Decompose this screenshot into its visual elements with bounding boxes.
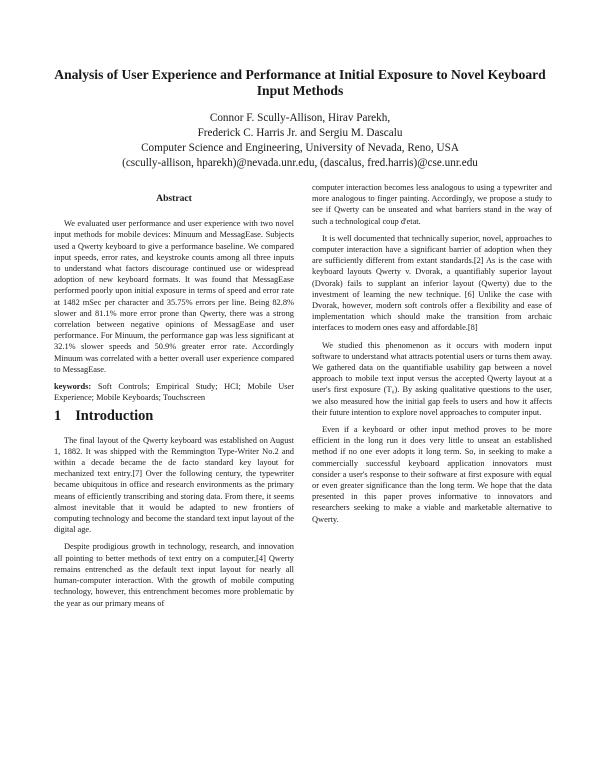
email-line: (cscully-allison, hparekh)@nevada.unr.edu, (dascalus, fred.harris)@cse.unr.edu [122, 157, 478, 169]
keywords-text: Soft Controls; Empirical Study; HCI; Mobile User Experience; Mobile Keyboards; Touchscreen [54, 382, 295, 403]
author-line: Connor F. Scully-Allison, Hirav Parekh, [209, 112, 391, 124]
intro-paragraph-5: Even if a keyboard or other input method proves to be more efficient in the long run it does very little to unseat an established method if no one ever adopts it long term. So, in seeking to make a commercially successful keyboard application innovators must consider a user's response to their software at first exposure with equal or even greater significance than the long term. We hope that the data presented in this paper proves informative to innovators and researchers seeking to make a viable and marketable alternative to Qwerty. [312, 425, 552, 524]
left-column [54, 190, 294, 615]
abstract-heading: Abstract [156, 193, 192, 204]
intro-paragraph-2: Despite prodigious growth in technology, research, and innovation all pointing to better methods of text entry on a computer,[4] Qwerty remains entrenched as the default text input layout for nearly all human-computer interaction. With the growth of mobile computing technology, however, this entrenchment becomes more problematic by the year as our primary means of [54, 542, 294, 608]
section-number: 1 [54, 408, 62, 425]
intro-paragraph-4: We studied this phenomenon as it occurs with modern input software to understand what attracts potential users or turns them away. We gathered data on the quantifiable usability gap between a novel approach to mobile text input versus the accepted Qwerty layout at a user's first exposure (T₀). By asking qualitative questions to the user, we also measured how the initial gap feels to users and how it affects their future intention to explore novel approaches to computer input. [312, 340, 552, 417]
section-title: Introduction [75, 408, 154, 425]
author-line: Frederick C. Harris Jr. and Sergiu M. Dascalu [197, 127, 403, 139]
author-block [40, 111, 560, 171]
abstract-paragraph: We evaluated user performance and user experience with two novel input methods for mobile devices: Minuum and MessagEase. Subjects used a Qwerty keyboard to give a performance baseline. We compared input speeds, error rates, and keystroke counts among all three inputs to understand what factors discourage continued use or widespread adoption of new keyboard formats. It was found that MessagEase performed poorly upon initial exposure in terms of speed and error rate at 1482 mSec per character and 35.75% errors per line. Being 82.8% slower and 81.1% more error prone than Qwerty, there was a strong correlation between negative opinions of MessagEase and user performance. For Minuum, the performance gap was less significant at 32.1% slower speeds and 50.9% greater error rate. Accordingly Minuum was correlated with a better overall user experience compared to MessagEase. [54, 219, 294, 374]
right-column [312, 182, 552, 531]
paper-title: Analysis of User Experience and Performance at Initial Exposure to Novel Keyboard Input Methods [54, 67, 546, 98]
intro-paragraph-1: The final layout of the Qwerty keyboard was established on August 1, 1882. It was shipped with the Remmington Type-Writer No.2 and within a decade became the de facto standard key layout for mechanized text entry.[7] Over the following century, the typewriter became ubiquitous in office and research environments as the primary means of efficiently transcribing and storing data. From there, it seems almost inevitable that it would be adapted to new frontiers of computing technology and become the standard text input layout of the digital age. [54, 435, 294, 535]
section-heading [54, 408, 294, 425]
keywords [54, 381, 294, 403]
affiliation-line: Computer Science and Engineering, University of Nevada, Reno, USA [141, 142, 459, 154]
intro-paragraph-continued: computer interaction becomes less analogous to using a typewriter and more analogous to finger painting. Accordingly, we propose a study to see if Qwerty can be unseated and what barriers stand in the way of such a technological coup d'etat. [312, 183, 552, 226]
keywords-label: keywords: [54, 382, 92, 392]
intro-paragraph-3: It is well documented that technically superior, novel, approaches to computer interaction have a significant barrier of adoption when they are sufficiently different from extant standards.[2] As is the case with keyboard layouts Qwerty v. Dvorak, a quantifiably superior layout (Dvorak) fails to supplant an inferior layout (Qwerty) due to the investment of learning the new technique. [6] Unlike the case with Dvorak, however, modern soft controls offer a flexibility and ease of implementation which should make the transition from archaic interfaces to modern ones easy and affordable.[8] [312, 233, 552, 333]
